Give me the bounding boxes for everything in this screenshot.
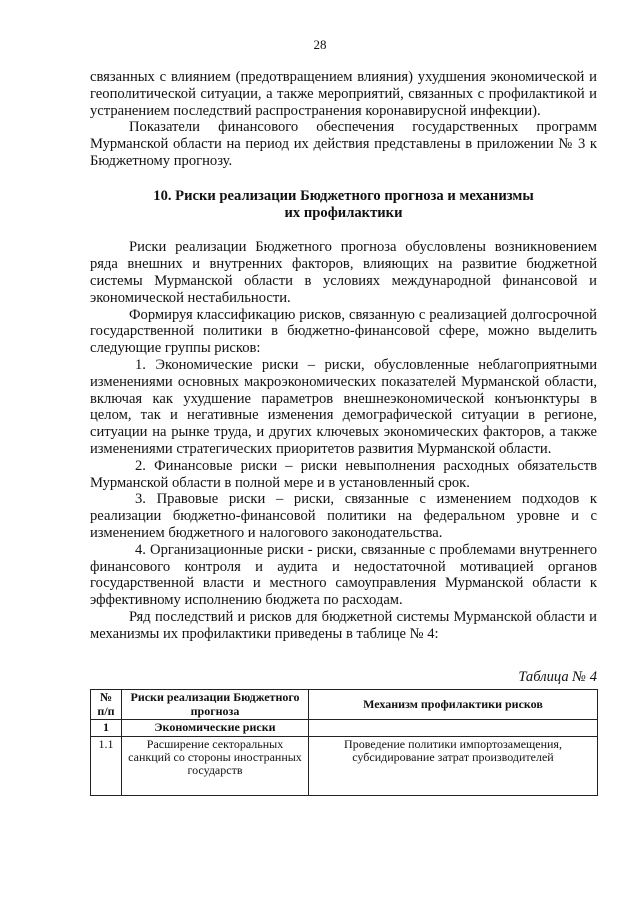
paragraph-organizational-risks: 4. Организационные риски - риски, связанные с проблемами внутреннего финансового контроля и аудита и недостаточной мотивацией органов государственной власти и местного самоуправления Мурманской области к эффективному исполнению бюджета по расходам. bbox=[90, 541, 597, 609]
header-mechanism: Механизм профилактики рисков bbox=[309, 690, 598, 720]
section-heading-line-1: 10. Риски реализации Бюджетного прогноза и механизмы bbox=[153, 187, 534, 204]
table-header-row bbox=[91, 690, 598, 720]
table-section-row bbox=[91, 720, 598, 736]
section-empty-cell bbox=[309, 720, 598, 736]
risks-table bbox=[90, 689, 598, 795]
paragraph-continued: связанных с влиянием (предотвращением влияния) ухудшения экономической и геополитической ситуации, а также мероприятий, связанных с профилактикой и устранением последствий распространения коронавирусной инфекции). bbox=[90, 69, 597, 119]
paragraph-table-reference: Ряд последствий и рисков для бюджетной системы Мурманской области и механизмы их профилактики приведены в таблице № 4: bbox=[90, 608, 597, 642]
section-title: Экономические риски bbox=[122, 720, 309, 736]
header-num: № п/п bbox=[91, 690, 122, 720]
paragraph-financial-risks: 2. Финансовые риски – риски невыполнения расходных обязательств Мурманской области в полной мере и в установленный срок. bbox=[90, 457, 597, 491]
table-row bbox=[91, 736, 598, 795]
row-num: 1.1 bbox=[91, 736, 122, 795]
paragraph-classification: Формируя классификацию рисков, связанную с реализацией долгосрочной государственной политики в бюджетно-финансовой сфере, можно выделить следующие группы рисков: bbox=[90, 306, 597, 357]
section-heading-line-2: их профилактики bbox=[284, 204, 403, 221]
paragraph-financial-indicators: Показатели финансового обеспечения государственных программ Мурманской области на период их действия представлены в приложении № 3 к Бюджетному прогнозу. bbox=[90, 119, 597, 169]
row-mechanism: Проведение политики импортозамещения, субсидирование затрат производителей bbox=[309, 736, 598, 795]
page-content bbox=[90, 69, 597, 796]
section-num: 1 bbox=[91, 720, 122, 736]
header-risk: Риски реализации Бюджетного прогноза bbox=[122, 690, 309, 720]
paragraph-economic-risks: 1. Экономические риски – риски, обусловленные неблагоприятными изменениями основных макроэкономических показателей Мурманской области, включая как ухудшение параметров внешнеэкономической конъюнктуры в целом, так и негативные изменения демографической ситуации в регионе, ситуации на рынке труда, и других ключевых экономических факторов, а также изменениями стратегических приоритетов развития Мурманской области. bbox=[90, 356, 597, 457]
row-risk: Расширение секторальных санкций со стороны иностранных государств bbox=[122, 736, 309, 795]
table-caption: Таблица № 4 bbox=[518, 668, 597, 685]
paragraph-risks-intro: Риски реализации Бюджетного прогноза обусловлены возникновением ряда внешних и внутренних факторов, влияющих на развитие бюджетной системы Мурманской области в условиях международной финансовой и экономической нестабильности. bbox=[90, 239, 597, 306]
section-heading bbox=[90, 188, 597, 222]
paragraph-legal-risks: 3. Правовые риски – риски, связанные с изменением подходов к реализации бюджетно-финансовой политики на федеральном уровне и с изменением бюджетного и налогового законодательства. bbox=[90, 491, 597, 541]
page-number: 28 bbox=[313, 37, 327, 52]
